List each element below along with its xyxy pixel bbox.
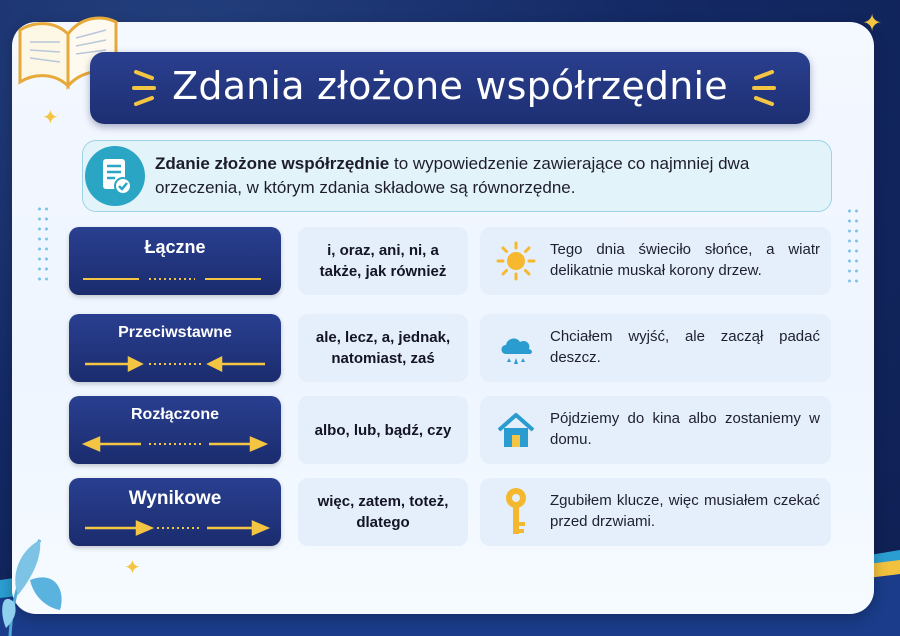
example-box: [480, 227, 831, 295]
dots-decoration: [36, 204, 50, 284]
definition-box: [82, 140, 832, 212]
key-icon: [496, 486, 536, 538]
forward-arrows-icon: [79, 514, 271, 538]
example-text: Chciałem wyjść, ale zaczął padać deszcz.: [550, 328, 820, 366]
house-icon: [496, 410, 536, 450]
conjunctions-text: więc, zatem, toteż, dlatego: [317, 493, 449, 531]
conjunctions-text: albo, lub, bądź, czy: [314, 421, 452, 439]
type-label: Wynikowe: [128, 488, 222, 509]
sparkle-icon: ✦: [42, 107, 59, 129]
row-rozlaczone: [69, 396, 831, 464]
page-title: Zdania złożone współrzędnie: [172, 64, 728, 108]
conjunctions-box: [298, 396, 468, 464]
type-box-rozlaczone: [69, 396, 281, 464]
type-box-wynikowe: [69, 478, 281, 546]
sparkle-icon: ✦: [124, 557, 141, 579]
type-box-laczne: [69, 227, 281, 295]
definition-text: [155, 152, 815, 200]
sparkle-icon: ✦: [862, 10, 883, 37]
conjunctions-text: i, oraz, ani, ni, a także, jak również: [319, 242, 447, 280]
sun-icon: [496, 241, 536, 281]
dots-decoration: [846, 206, 860, 286]
type-label: Łączne: [144, 237, 206, 257]
example-box: [480, 314, 831, 382]
diverging-arrows-icon: [79, 432, 271, 456]
parallel-lines-icon: [79, 263, 271, 287]
conjunctions-box: [298, 227, 468, 295]
conjunctions-box: [298, 314, 468, 382]
conjunctions-text: ale, lecz, a, jednak, natomiast, zaś: [315, 329, 451, 367]
type-label: Rozłączone: [130, 406, 219, 423]
row-wynikowe: [69, 478, 831, 546]
definition-term: Zdanie złożone współrzędnie: [155, 154, 390, 173]
conjunctions-box: [298, 478, 468, 546]
row-laczne: [69, 227, 831, 295]
rain-cloud-icon: [496, 328, 536, 368]
example-box: [480, 396, 831, 464]
sparkle-rays-icon: [742, 66, 778, 110]
checklist-icon: [85, 146, 145, 206]
example-box: [480, 478, 831, 546]
type-label: Przeciwstawne: [118, 324, 232, 341]
type-box-przeciwstawne: [69, 314, 281, 382]
row-przeciwstawne: [69, 314, 831, 382]
example-text: Tego dnia świeciło słońce, a wiatr delikatnie muskał korony drzew.: [550, 241, 820, 279]
leaf-icon: [0, 520, 70, 636]
definition-body: to wypowiedzenie zawierające co najmniej dwa orzeczenia, w którym zdania składowe są równorzędne.: [155, 154, 750, 197]
example-text: Pójdziemy do kina albo zostaniemy w domu.: [550, 410, 820, 448]
converging-arrows-icon: [79, 350, 271, 374]
example-text: Zgubiłem klucze, więc musiałem czekać przed drzwiami.: [550, 492, 820, 530]
title-banner: [90, 52, 810, 124]
